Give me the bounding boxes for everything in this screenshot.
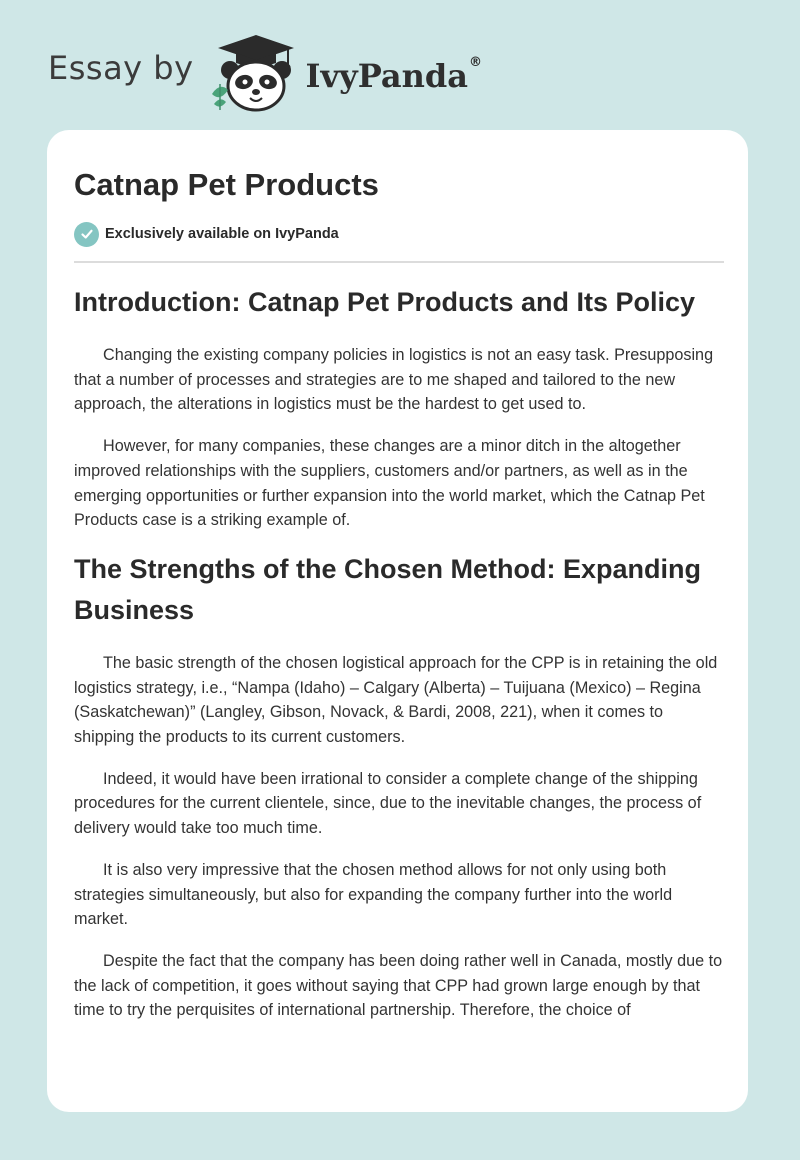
title-divider [74,261,724,263]
section-heading: Introduction: Catnap Pet Products and Its Policy [74,287,696,317]
checkmark-icon [74,222,99,247]
brand-prefix: Essay by [48,49,194,87]
exclusive-badge [74,220,339,248]
registered-mark: ® [469,55,482,70]
brand-header[interactable] [48,32,482,112]
paragraph: It is also very impressive that the chosen method allows for not only using both strategies simultaneously, but also for expanding the company further into the world market. [74,860,673,929]
paragraph: Despite the fact that the company has been doing rather well in Canada, mostly due to the lack of competition, it goes without saying that CPP had grown large enough by that time to try the perquisites of international partnership. Therefore, the choice of [74,951,723,1020]
exclusive-label: Exclusively available on IvyPanda [105,226,339,242]
article-title: Catnap Pet Products [74,167,379,202]
panda-logo-icon [208,32,304,112]
article-content [74,282,724,1023]
paragraph: Changing the existing company policies in logistics is not an easy task. Presupposing that a number of processes and strategies are to me shaped and tailored to the new approach, the alterations in logistics must be the hardest to get used to. [74,346,714,414]
section-heading: The Strengths of the Chosen Method: Expanding Business [74,553,701,625]
article-card [47,130,748,1112]
paragraph: However, for many companies, these changes are a minor ditch in the altogether improved relationships with the suppliers, customers and/or partners, as well as in the emerging opportunities or further expansion into the world market, which the Catnap Pet Products case is a striking example of. [74,437,705,530]
brand-name: IvyPanda® [305,55,482,95]
paragraph: Indeed, it would have been irrational to consider a complete change of the shipping procedures for the current clientele, since, due to the inevitable changes, the process of delivery would take too much time. [74,769,702,838]
paragraph: The basic strength of the chosen logistical approach for the CPP is in retaining the old logistics strategy, i.e., “Nampa (Idaho) – Calgary (Alberta) – Tuijuana (Mexico) – Regina (Saskatchewan)” (Langley, Gibson, Novack, & Bardi, 2008, 221), when it comes to shipping the products to its current customers. [74,653,718,747]
